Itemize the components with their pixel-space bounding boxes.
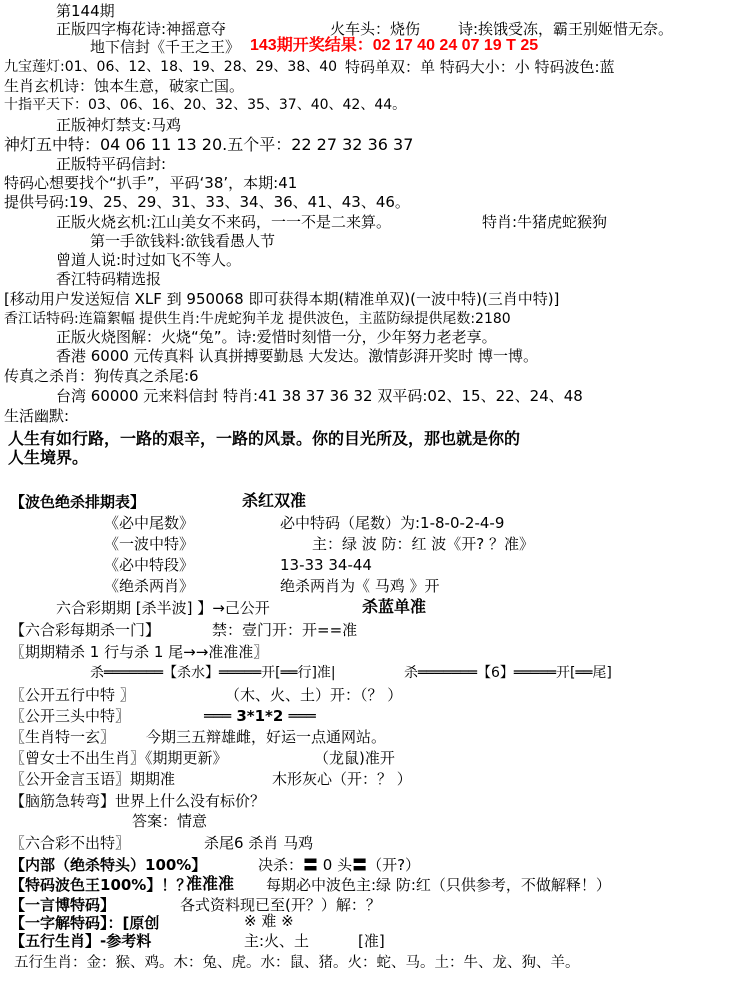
half-wave-kill: 六合彩期期 [杀半波] 】→己公开 [56,599,270,617]
zodiac-mystery-value: 今期三五辩雄雌，好运一点通网站。 [146,728,387,746]
five-element-zodiac-accurate: [准] [358,932,385,950]
lotus-lamp-numbers: 九宝莲灯:01、06、12、18、19、28、29、38、40 [4,59,338,75]
brain-teaser: 【脑筋急转弯】世界上什么没有标价？ [10,792,266,810]
special-attributes: 特码单双：单 特码大小：小 特码波色:蓝 [345,58,615,76]
taiwan-envelope: 台湾 60000 元来料信封 特肖:41 38 37 36 32 双平码:02、15、22、24、48 [56,387,583,405]
fax-kill: 传真之杀肖：狗传真之杀尾:6 [4,367,199,385]
element-tail-kill: 〖期期精杀 1 行与杀 1 尾→→准准准〗 [10,643,269,661]
must-tail-value: 必中特码（尾数）为:1-8-0-2-4-9 [280,514,505,532]
ms-zeng-label: 〖曾女士不出生肖〗《期期更新》 [10,749,228,767]
five-element-zodiac-list: 五行生肖：金：猴、鸡。木：兔、虎。水：鼠、猪。火：蛇、马。土：牛、龙、狗、羊。 [14,955,580,971]
train-head: 火车头：烧伤 [330,20,421,38]
one-word-bet-value: 各式资料现已至(开？）解：？ [180,896,381,914]
tsang-saying: 曾道人说:时过如飞不等人。 [56,251,242,269]
hk-fax-info: 香港 6000 元传真料 认真拼搏要勤恳 大发达。激情彭湃开奖时 博一博。 [56,347,539,365]
first-hand-info: 第一手欲钱料:欲钱看愚人节 [90,232,276,250]
hk-selection-title: 香江特码精选报 [56,270,162,288]
ms-zeng-value: （龙鼠)准开 [314,749,395,767]
kill-red-label: 杀红双准 [242,491,307,510]
special-code-riddle: 特码心想要找个“扒手”，平码‘38’，本期:41 [4,174,298,192]
kill-water-row: 杀═══════【杀水】═════开[══行]准| [90,665,336,681]
underground-envelope: 地下信封《千王之王》 [90,38,241,56]
internal-kill-label: 【内部（绝杀特头）100%】 [10,856,207,874]
fire-illustration: 正版火烧图解：火烧“兔”。诗:爱惜时刻惜一分，少年努力老老享。 [56,328,497,346]
lamp-five-numbers: 神灯五中特：04 06 11 13 20.五个平：22 27 32 36 37 [4,135,414,154]
kill-six-row: 杀═══════【6】═════开[══尾] [404,665,612,681]
kill-one-door-value: 禁：壹门开：开==准 [212,621,358,639]
provided-numbers: 提供号码:19、25、29、31、33、34、36、41、43、46。 [4,193,410,211]
kill-two-label: 《绝杀两肖》 [104,577,195,595]
poem-line: 诗:挨饿受冻，霸王别姬惜无奈。 [458,20,674,38]
three-head-label: 〖公开三头中特〗 [10,707,131,725]
wave-king-accurate: 准准准 [186,874,235,893]
one-wave-label: 《一波中特》 [104,535,195,553]
one-char-label: 【一字解特码】：[原创 [10,914,160,932]
color-kill-title: 【波色绝杀排期表】 [10,493,146,511]
xiangjiang-info: 香江话特码:连篇絮幅 提供生肖:牛虎蛇狗羊龙 提供波色，主蓝防绿提供尾数:2180 [4,311,511,327]
one-wave-value: 主：绿 波 防：红 波《开? ？准》 [312,535,535,553]
kill-blue-label: 杀蓝单准 [362,597,427,616]
one-char-value: ※ 难 ※ [244,912,294,930]
golden-words-value: 木形灰心（开：？ ） [272,770,412,788]
humor-heading: 生活幽默: [4,407,70,425]
five-element-zodiac-label: 【五行生肖】-参考料 [10,932,152,950]
sms-notice: [移动用户发送短信 XLF 到 950068 即可获得本期(精准单双)(一波中特)(三肖中特)] [4,290,560,308]
plum-poem: 正版四字梅花诗:神摇意夺 [56,20,227,38]
ten-fingers-numbers: 十指平天下：03、06、16、20、32、35、37、40、42、44。 [4,97,407,113]
golden-words-label: 〖公开金言玉语〗期期准 [10,770,176,788]
no-special-label: 〖六合彩不出特〗 [10,834,131,852]
five-element-zodiac-main: 主:火、土 [244,932,310,950]
no-special-value: 杀尾6 杀肖 马鸡 [204,834,314,852]
humor-text-line2: 人生境界。 [8,448,89,467]
draw-result: 143期开奖结果：02 17 40 24 07 19 T 25 [250,37,539,54]
five-element-label: 〖公开五行中特 〗 [10,686,135,704]
three-head-value: ═══ 3*1*2 ═══ [204,707,316,725]
one-word-bet-label: 【一言博特码】 [10,896,116,914]
must-tail-label: 《必中尾数》 [104,514,195,532]
kill-two-value: 绝杀两肖为《 马鸡 》开 [280,577,440,595]
flat-code-envelope: 正版特平码信封: [56,155,167,173]
issue-number: 第144期 [56,2,115,20]
brain-teaser-answer: 答案：情意 [132,812,208,830]
lamp-forbidden: 正版神灯禁支:马鸡 [56,116,182,134]
wave-king-value: 每期必中波色主:绿 防:红（只供参考，不做解释！） [266,876,611,894]
wave-king-label: 【特码波色王100%】！？ [10,876,192,894]
fire-mystery: 正版火烧玄机:江山美女不来码，一一不是二来算。 [56,213,392,231]
humor-text-line1: 人生有如行路，一路的艰辛，一路的风景。你的目光所及，那也就是你的 [8,429,521,448]
must-segment-value: 13-33 34-44 [280,556,372,574]
must-segment-label: 《必中特段》 [104,556,195,574]
five-element-value: （木、火、土）开：（？ ） [225,686,403,704]
special-zodiacs: 特肖:牛猪虎蛇猴狗 [482,213,608,231]
kill-one-door-label: 【六合彩每期杀一门】 [10,621,161,639]
zodiac-poem: 生肖玄机诗：蚀本生意，破家亡国。 [4,77,245,95]
zodiac-mystery-label: 〖生肖特一玄〗 [10,728,116,746]
internal-kill-value: 决杀：〓 0 头〓（开?） [258,856,421,874]
